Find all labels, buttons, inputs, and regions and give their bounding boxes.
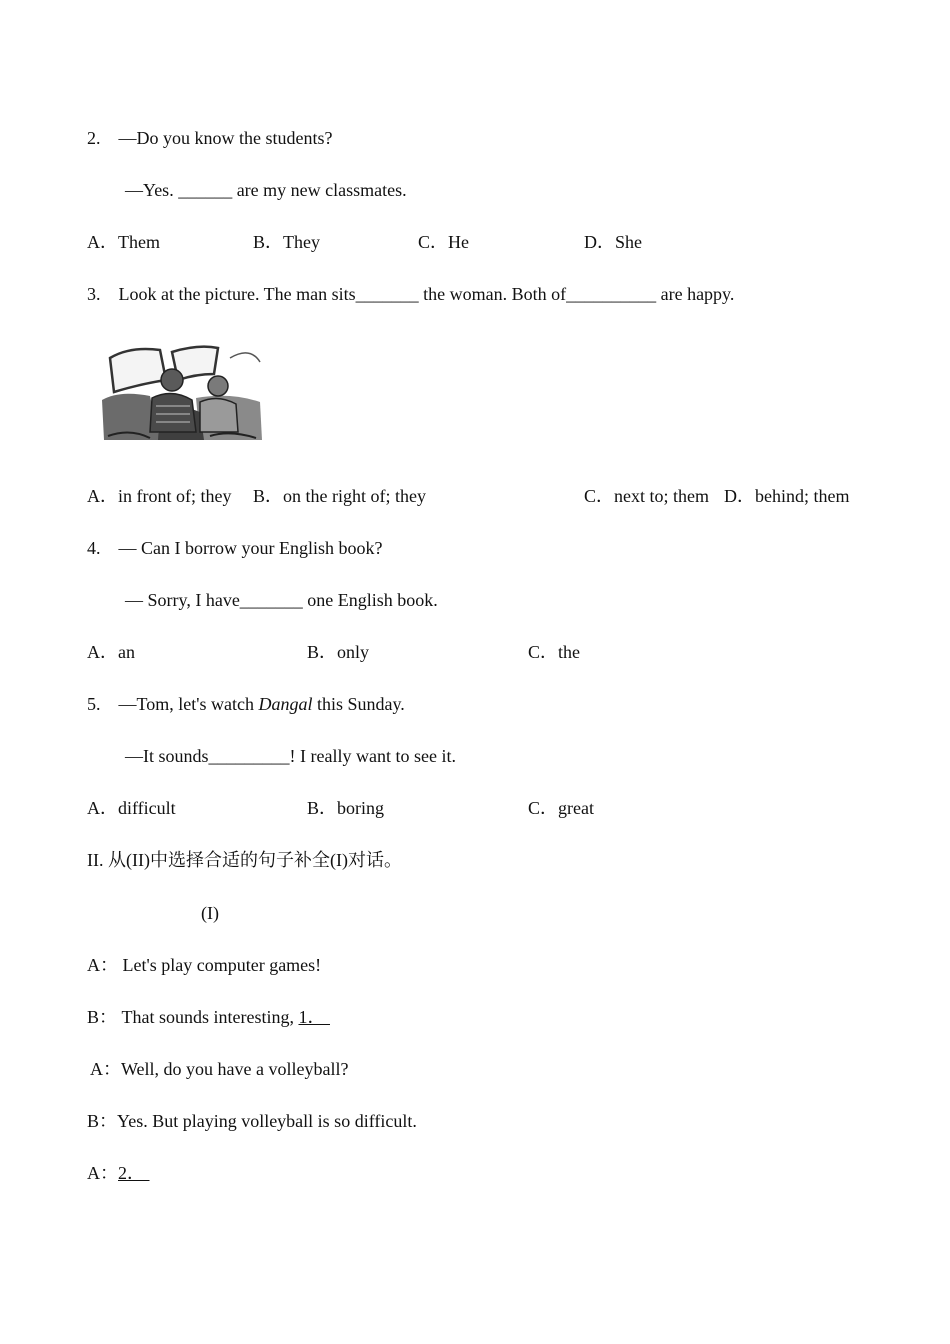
- q5-prefix: 5. —Tom, let's watch: [87, 694, 259, 714]
- q2-option-d: D．She: [584, 232, 642, 252]
- section-subheading: (I): [201, 903, 219, 923]
- q3-prompt: 3. Look at the picture. The man sits_______ the woman. Both of__________ are happy.: [87, 284, 735, 304]
- blank-1[interactable]: 1．: [298, 1007, 330, 1027]
- dialogue-line-2-text: B： That sounds interesting,: [87, 1007, 299, 1027]
- q3-option-d: D．behind; them: [724, 486, 850, 506]
- q2-reply: —Yes. ______ are my new classmates.: [125, 180, 407, 200]
- q2-option-c: C．He: [418, 232, 469, 252]
- dialogue-line-5-text: A：: [87, 1163, 118, 1183]
- q5-reply: —It sounds_________! I really want to see it.: [125, 746, 456, 766]
- q4-option-a: A．an: [87, 642, 135, 662]
- q5-movie-title: Dangal: [258, 694, 313, 714]
- q5-option-a: A．difficult: [87, 798, 176, 818]
- dialogue-line-2: [87, 1006, 330, 1028]
- dialogue-line-4: B：Yes. But playing volleyball is so difficult.: [87, 1111, 417, 1131]
- q3-option-b: B．on the right of; they: [253, 486, 426, 506]
- section-heading: II. 从(II)中选择合适的句子补全(I)对话。: [87, 850, 402, 870]
- q3-option-c: C．next to; them: [584, 486, 709, 506]
- q2-prompt: 2. —Do you know the students?: [87, 128, 333, 148]
- q3-option-a: A．in front of; they: [87, 486, 232, 506]
- q4-reply: — Sorry, I have_______ one English book.: [125, 590, 438, 610]
- dialogue-line-5: [87, 1162, 150, 1184]
- q5-suffix: this Sunday.: [312, 694, 405, 714]
- dialogue-line-3: A：Well, do you have a volleyball?: [90, 1059, 349, 1079]
- dialogue-line-1: A： Let's play computer games!: [87, 955, 322, 975]
- q4-option-c: C．the: [528, 642, 580, 662]
- q2-option-a: A．Them: [87, 232, 160, 252]
- q2-option-b: B．They: [253, 232, 320, 252]
- q5-option-b: B．boring: [307, 798, 385, 818]
- q4-prompt: 4. — Can I borrow your English book?: [87, 538, 383, 558]
- q5-option-c: C．great: [528, 798, 594, 818]
- q5-prompt: [87, 693, 405, 715]
- car-passengers-illustration: [100, 340, 266, 444]
- blank-2[interactable]: 2．: [118, 1163, 150, 1183]
- q4-option-b: B．only: [307, 642, 370, 662]
